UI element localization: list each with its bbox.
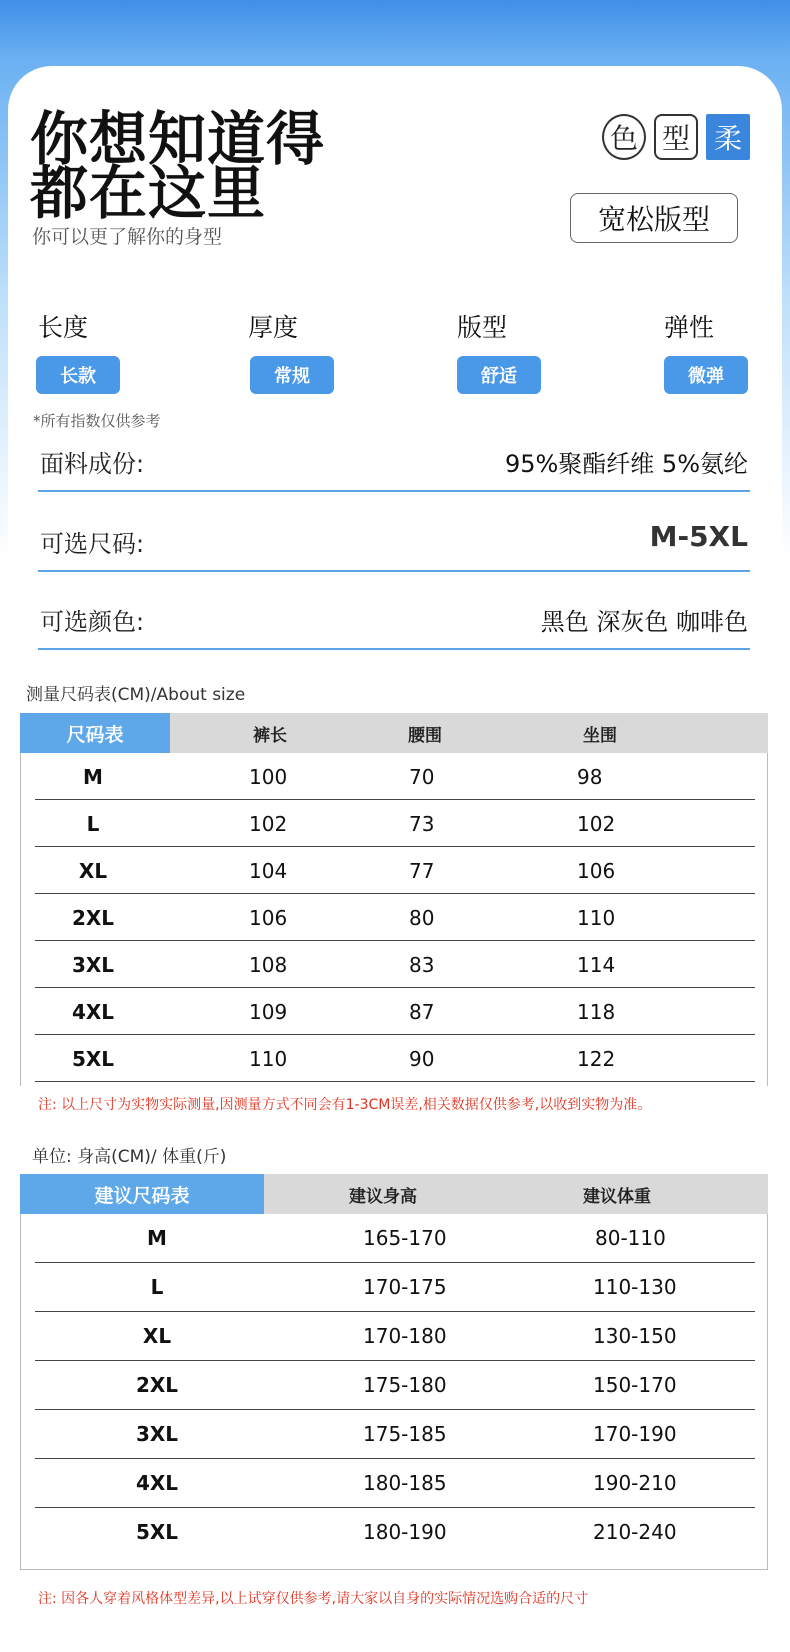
height-cell: 170-175 (363, 1275, 447, 1299)
rec-header-size: 建议尺码表 (20, 1174, 264, 1214)
size-table-note: 注: 以上尺寸为实物实际测量,因测量方式不同会有1-3CM误差,相关数据仅供参考,以收到实物为准。 (38, 1097, 652, 1113)
attr-label: 长度 (38, 313, 89, 342)
table-row (35, 1214, 755, 1263)
size-header-hip: 坐围 (583, 725, 617, 746)
weight-cell: 210-240 (593, 1520, 677, 1544)
height-cell: 180-190 (363, 1520, 447, 1544)
length-cell: 102 (249, 812, 288, 836)
info-row-fabric (38, 430, 750, 492)
rec-table-caption: 单位: 身高(CM)/ 体重(斤) (32, 1147, 227, 1167)
size-cell: 5XL (71, 1047, 115, 1071)
size-cell: 2XL (71, 906, 115, 930)
attributes-note: *所有指数仅供参考 (33, 412, 161, 430)
attr-pill: 长款 (36, 356, 120, 394)
size-cell: 3XL (71, 953, 115, 977)
info-row-sizes (38, 510, 750, 572)
table-row (35, 894, 755, 941)
length-cell: 109 (249, 1000, 288, 1024)
attr-pill: 微弹 (664, 356, 748, 394)
sizes-label: 可选尺码: (40, 530, 145, 558)
hip-cell: 110 (577, 906, 616, 930)
style-badges (602, 114, 750, 160)
hero-title-line2: 都在这里 (30, 159, 267, 227)
attr-pill: 常规 (250, 356, 334, 394)
attr-label: 弹性 (664, 313, 715, 342)
size-cell: XL (78, 859, 108, 883)
info-row-colors (38, 588, 750, 650)
length-cell: 108 (249, 953, 288, 977)
fit-type-box: 宽松版型 (570, 193, 738, 243)
height-cell: 180-185 (363, 1471, 447, 1495)
table-row (35, 1410, 755, 1459)
attr-pill: 舒适 (457, 356, 541, 394)
table-row (35, 1312, 755, 1361)
size-cell: M (147, 1226, 167, 1250)
size-table-header (20, 713, 768, 753)
waist-cell: 83 (409, 953, 435, 977)
rec-header-height: 建议身高 (349, 1186, 417, 1207)
size-cell: 4XL (71, 1000, 115, 1024)
hip-cell: 114 (577, 953, 616, 977)
badge-shape: 型 (654, 114, 698, 160)
attr-label: 厚度 (248, 313, 299, 342)
hip-cell: 118 (577, 1000, 616, 1024)
weight-cell: 80-110 (595, 1226, 666, 1250)
table-row (35, 988, 755, 1035)
height-cell: 170-180 (363, 1324, 447, 1348)
hip-cell: 106 (577, 859, 616, 883)
size-cell: 2XL (135, 1373, 179, 1397)
weight-cell: 170-190 (593, 1422, 677, 1446)
size-header-length: 裤长 (253, 725, 287, 746)
table-row (35, 1508, 755, 1557)
hip-cell: 98 (577, 765, 603, 789)
attr-length (38, 308, 148, 394)
size-cell: 3XL (135, 1422, 179, 1446)
rec-table-note: 注: 因各人穿着风格体型差异,以上试穿仅供参考,请大家以自身的实际情况选购合适的尺寸 (38, 1591, 589, 1607)
length-cell: 106 (249, 906, 288, 930)
size-cell: M (83, 765, 103, 789)
height-cell: 165-170 (363, 1226, 447, 1250)
size-cell: L (150, 1275, 164, 1299)
size-cell: L (86, 812, 100, 836)
length-cell: 104 (249, 859, 288, 883)
waist-cell: 77 (409, 859, 435, 883)
colors-label: 可选颜色: (40, 608, 145, 636)
table-row (35, 1035, 755, 1082)
table-row (35, 847, 755, 894)
sizes-value: M-5XL (649, 520, 748, 553)
fabric-value: 95%聚酯纤维 5%氨纶 (504, 450, 748, 478)
rec-table (20, 1214, 768, 1570)
table-row (35, 1459, 755, 1508)
size-header-waist: 腰围 (408, 725, 442, 746)
badge-color: 色 (602, 114, 646, 160)
hero-subtitle: 你可以更了解你的身型 (32, 226, 223, 248)
weight-cell: 150-170 (593, 1373, 677, 1397)
weight-cell: 130-150 (593, 1324, 677, 1348)
table-row (35, 1361, 755, 1410)
attr-fit (457, 308, 567, 394)
height-cell: 175-185 (363, 1422, 447, 1446)
size-cell: XL (142, 1324, 172, 1348)
hip-cell: 122 (577, 1047, 616, 1071)
waist-cell: 87 (409, 1000, 435, 1024)
length-cell: 110 (249, 1047, 288, 1071)
waist-cell: 80 (409, 906, 435, 930)
badge-soft: 柔 (706, 114, 750, 160)
waist-cell: 73 (409, 812, 435, 836)
size-table (20, 753, 768, 1086)
fabric-label: 面料成份: (40, 450, 145, 478)
waist-cell: 90 (409, 1047, 435, 1071)
waist-cell: 70 (409, 765, 435, 789)
colors-value: 黑色 深灰色 咖啡色 (540, 608, 748, 636)
size-cell: 4XL (135, 1471, 179, 1495)
weight-cell: 110-130 (593, 1275, 677, 1299)
length-cell: 100 (249, 765, 288, 789)
attr-label: 版型 (457, 313, 508, 342)
attr-thickness (248, 308, 358, 394)
table-row (35, 941, 755, 988)
size-table-caption: 测量尺码表(CM)/About size (26, 685, 246, 705)
height-cell: 175-180 (363, 1373, 447, 1397)
table-row (35, 1263, 755, 1312)
attr-elasticity (664, 308, 774, 394)
hero-title-line1: 你想知道得 (30, 105, 326, 173)
table-row (35, 753, 755, 800)
table-row (35, 800, 755, 847)
size-header-size: 尺码表 (20, 713, 170, 753)
hip-cell: 102 (577, 812, 616, 836)
weight-cell: 190-210 (593, 1471, 677, 1495)
size-cell: 5XL (135, 1520, 179, 1544)
rec-header-weight: 建议体重 (583, 1186, 651, 1207)
rec-table-header (20, 1174, 768, 1214)
